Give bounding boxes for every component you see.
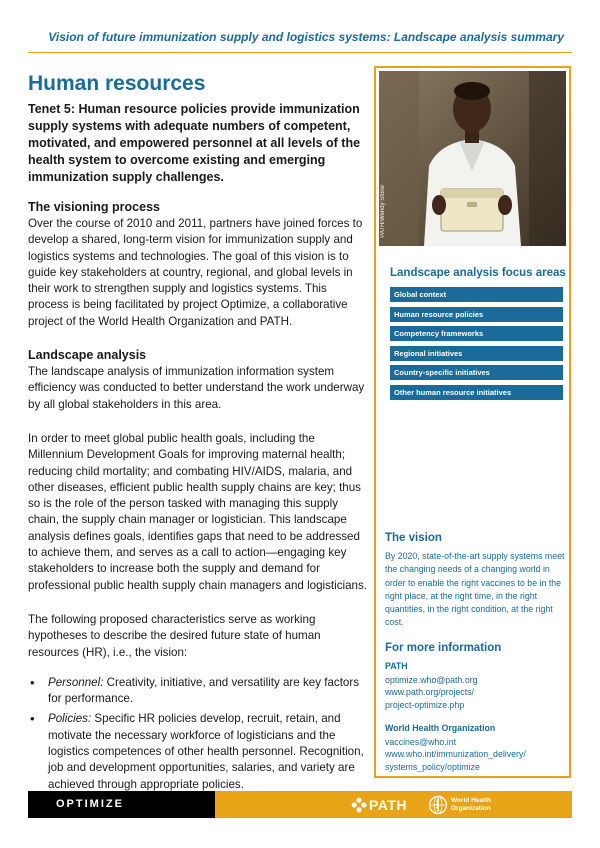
path-url-link-line2[interactable]: project-optimize.php [385, 699, 465, 710]
bullet-term: Personnel: [48, 675, 104, 689]
landscape-paragraph-3: The following proposed characteristics serve as working hypotheses to describe the desired future state of human resources (HR), i.e., the vision: [28, 612, 321, 659]
focus-areas-list [390, 287, 563, 405]
who-url-link-line2[interactable]: systems_policy/optimize [385, 761, 480, 772]
landscape-paragraph-1: The landscape analysis of immunization information system efficiency was conducted to better understand the work underway by all global stakeholders in this area. [28, 365, 365, 411]
more-info-heading: For more information [385, 642, 502, 654]
vision-heading: The vision [385, 532, 442, 544]
vision-text: By 2020, state-of-the-art supply systems meet the changing needs of a changing world in order to enable the right vaccines to be in the right place, at the right time, in the right quantities, in the right condition, at the right cost. [385, 551, 565, 628]
focus-area-global-context: Global context [390, 287, 563, 302]
focus-area-country-initiatives: Country-specific initiatives [390, 365, 563, 380]
focus-area-regional-initiatives: Regional initiatives [390, 346, 563, 361]
focus-area-hr-policies: Human resource policies [390, 307, 563, 322]
landscape-paragraph-2: In order to meet global public health goals, including the Millennium Development Goals for improving maternal health; reducing child mortality; and combating HIV/AIDS, malaria, and other diseases, efficient public health supply chains are key; thus so is the role of the person tasked with managing this supply chain, the supply chain manager or logistician. This landscape analysis defines goals, identifies gaps that need to be addressed to achieve them, and serves as a call to action—engaging key stakeholders to increase both the supply and demand for professional public health supply chain managers and logisticians. [28, 431, 367, 592]
path-logo [351, 795, 407, 814]
who-org-name: World Health Organization [385, 723, 496, 733]
bullet-text: Specific HR policies develop, recruit, retain, and motivate the necessary workforce of logisticians and the logistics competences of other health personnel. Recognition, job and development opportunities, salaries, and variety are achieved through appropriate policies. [48, 712, 364, 791]
visioning-text: Over the course of 2010 and 2011, partners have joined forces to develop a shared, long-term vision for immunization supply and logistics systems and technologies. The goal of this vision is to guide key stakeholders at country, regional, and global levels in their work to strengthen supply and logistics systems. This process is being facilitated by project Optimize, a collaborative project of the World Health Organization and PATH. [28, 217, 363, 328]
path-email-link[interactable]: optimize.who@path.org [385, 675, 478, 685]
path-logo-text: PATH [369, 796, 408, 813]
who-logo [428, 794, 491, 815]
who-logo-line2: Organization [451, 804, 491, 812]
visioning-heading: The visioning process [28, 200, 160, 214]
header-title: Vision of future immunization supply and logistics systems: Landscape analysis summary [48, 30, 564, 44]
photo-credit: PATH/Wendy Stone [380, 185, 386, 238]
header-divider [28, 52, 572, 53]
who-url-link-line1[interactable]: www.who.int/immunization_delivery/ [385, 749, 526, 760]
who-email-link[interactable]: vaccines@who.int [385, 737, 457, 747]
path-contact [385, 674, 565, 711]
bullet-text: Creativity, initiative, and versatility are key factors for performance. [48, 675, 360, 706]
vision-characteristics-list [28, 675, 368, 793]
path-url-link-line1[interactable]: www.path.org/projects/ [385, 687, 474, 698]
main-column [28, 72, 368, 797]
path-org-name: PATH [385, 661, 408, 671]
focus-areas-heading: Landscape analysis focus areas [390, 267, 566, 279]
who-logo-line1: World Health [451, 797, 491, 804]
focus-area-other-initiatives: Other human resource initiatives [390, 385, 563, 400]
focus-area-competency-frameworks: Competency frameworks [390, 326, 563, 341]
bullet-term: Policies: [48, 712, 92, 726]
sidebar-panel [374, 66, 571, 778]
page-title: Human resources [28, 72, 206, 95]
who-emblem-icon [428, 795, 448, 815]
path-flower-icon [351, 797, 367, 813]
landscape-heading: Landscape analysis [28, 348, 147, 363]
photo-illustration [379, 71, 566, 246]
who-contact [385, 736, 565, 773]
tenet-statement: Tenet 5: Human resource policies provide immunization supply systems with adequate numbers of competent, motivated, and empowered personnel at all levels of the health system to overcome existing and emerging immunization supply challenges. [28, 102, 361, 184]
optimize-logo: OPTIMIZE [56, 798, 124, 810]
list-item [28, 675, 368, 708]
health-worker-photo [379, 71, 566, 246]
footer-black-block [28, 791, 215, 818]
who-logo-text [451, 797, 491, 812]
list-item [28, 711, 368, 792]
footer-bar [28, 791, 572, 818]
